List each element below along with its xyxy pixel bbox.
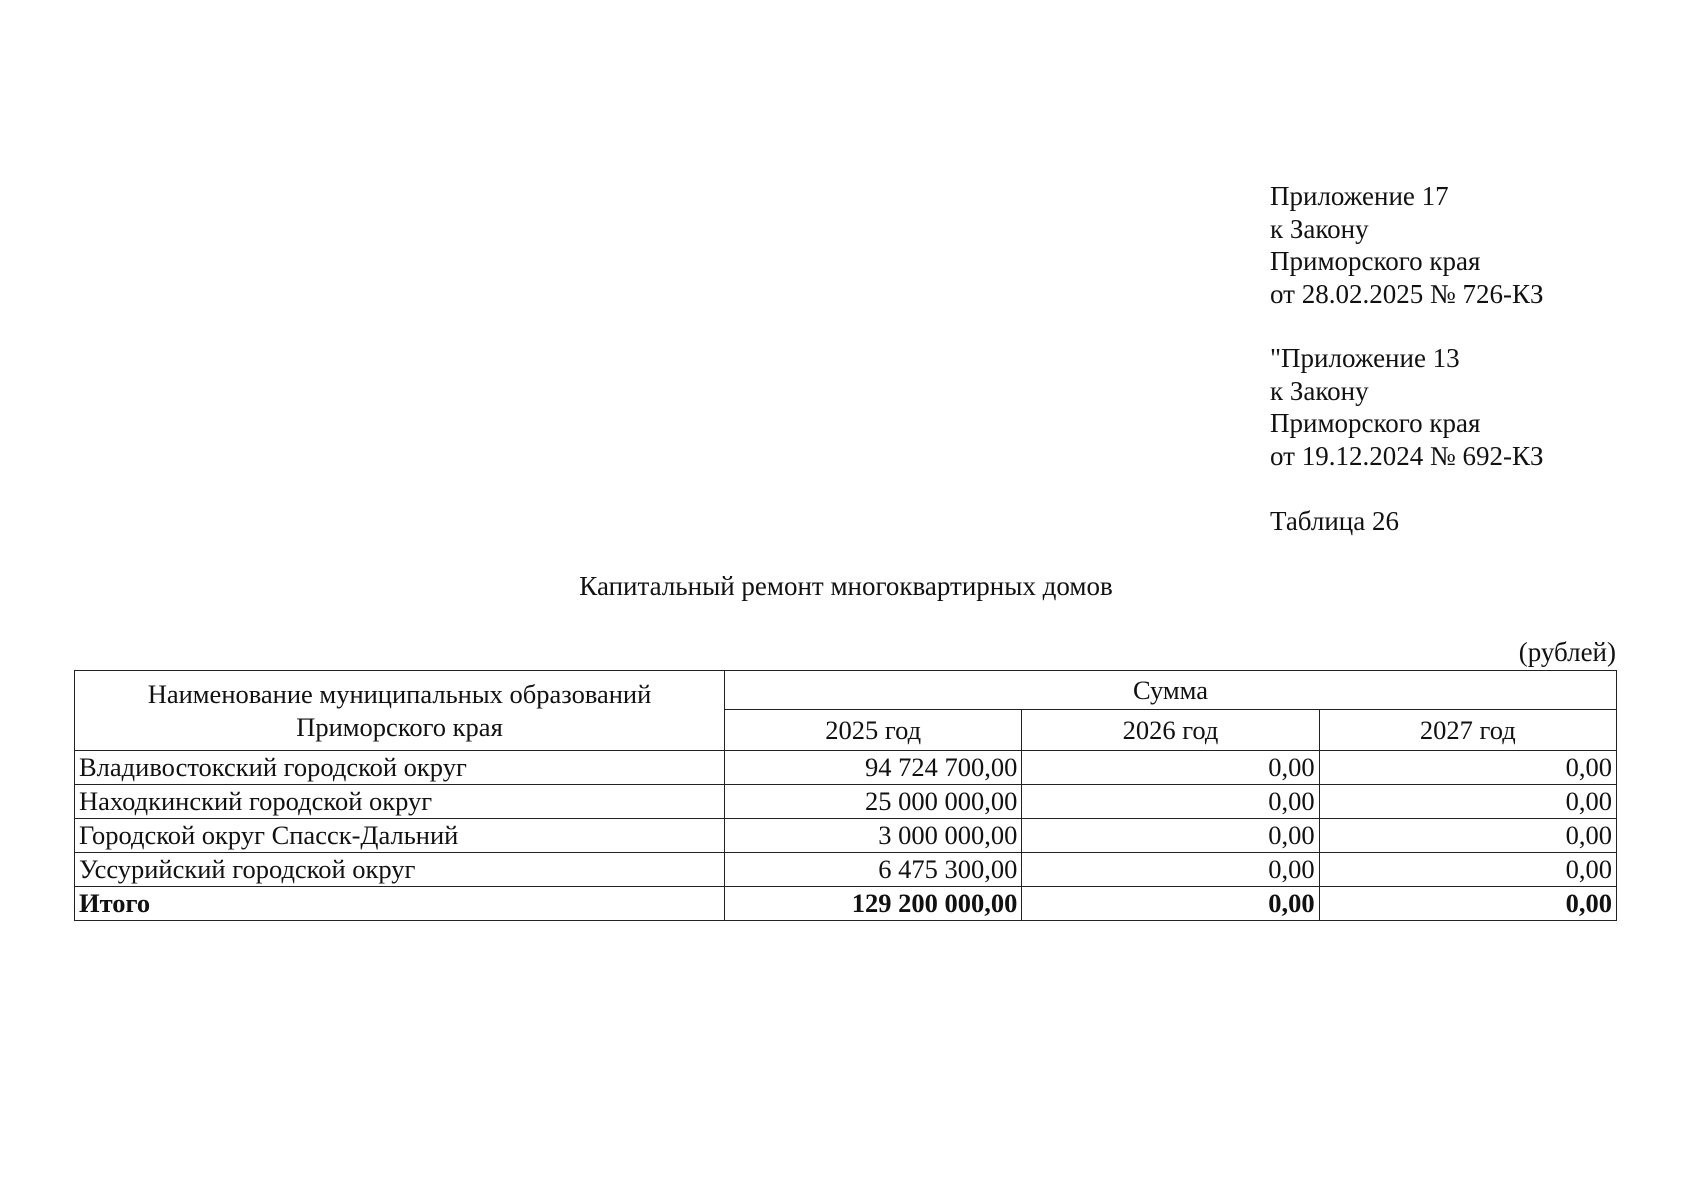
header-year-2025: 2025 год: [725, 710, 1022, 751]
table-row: [75, 853, 1617, 887]
appendix-amended-line-1: "Приложение 13: [1270, 343, 1460, 373]
appendix-amended-line-3: Приморского края: [1270, 408, 1481, 438]
row-value-2026: 0,00: [1022, 853, 1319, 887]
total-value-2025: 129 200 000,00: [725, 887, 1022, 921]
appendix-current-line-4: от 28.02.2025 № 726-КЗ: [1270, 278, 1544, 309]
appendix-spacer: [1270, 310, 1670, 342]
row-value-2026: 0,00: [1022, 785, 1319, 819]
total-value-2026: 0,00: [1022, 887, 1319, 921]
appendix-current-line-2: к Закону: [1270, 213, 1369, 244]
total-label: Итого: [75, 887, 725, 921]
table-label: Таблица 26: [1270, 506, 1399, 536]
document-title: Капитальный ремонт многоквартирных домов: [579, 571, 1113, 601]
total-value-2027: 0,00: [1319, 887, 1616, 921]
units-label: (рублей): [1518, 637, 1616, 667]
header-municipality-name: [75, 671, 725, 751]
table-row: [75, 785, 1617, 819]
row-value-2025: 6 475 300,00: [725, 853, 1022, 887]
table-row: [75, 819, 1617, 853]
row-name: Владивостокский городской округ: [75, 751, 725, 785]
row-value-2025: 25 000 000,00: [725, 785, 1022, 819]
total-row: [75, 887, 1617, 921]
header-year-2027: 2027 год: [1319, 710, 1616, 751]
header-municipality-text: Наименование муниципальных образований Приморского края: [147, 678, 652, 742]
header-year-2026: 2026 год: [1022, 710, 1319, 751]
row-value-2026: 0,00: [1022, 819, 1319, 853]
row-value-2025: 94 724 700,00: [725, 751, 1022, 785]
row-name: Находкинский городской округ: [75, 785, 725, 819]
row-name: Уссурийский городской округ: [75, 853, 725, 887]
row-value-2027: 0,00: [1319, 819, 1616, 853]
appendix-current-line-1: Приложение 17: [1270, 181, 1449, 211]
appendix-header: [1270, 180, 1670, 472]
row-value-2025: 3 000 000,00: [725, 819, 1022, 853]
table-row: [75, 751, 1617, 785]
row-value-2027: 0,00: [1319, 785, 1616, 819]
row-value-2026: 0,00: [1022, 751, 1319, 785]
table-header-row: [75, 671, 1617, 710]
appendix-amended-line-2: к Закону: [1270, 375, 1369, 406]
row-name: Городской округ Спасск-Дальний: [75, 819, 725, 853]
appendix-amended-line-4: от 19.12.2024 № 692-КЗ: [1270, 440, 1544, 471]
row-value-2027: 0,00: [1319, 853, 1616, 887]
header-sum: Сумма: [725, 671, 1617, 710]
appendix-current-line-3: Приморского края: [1270, 246, 1481, 276]
budget-table: [74, 670, 1617, 921]
row-value-2027: 0,00: [1319, 751, 1616, 785]
